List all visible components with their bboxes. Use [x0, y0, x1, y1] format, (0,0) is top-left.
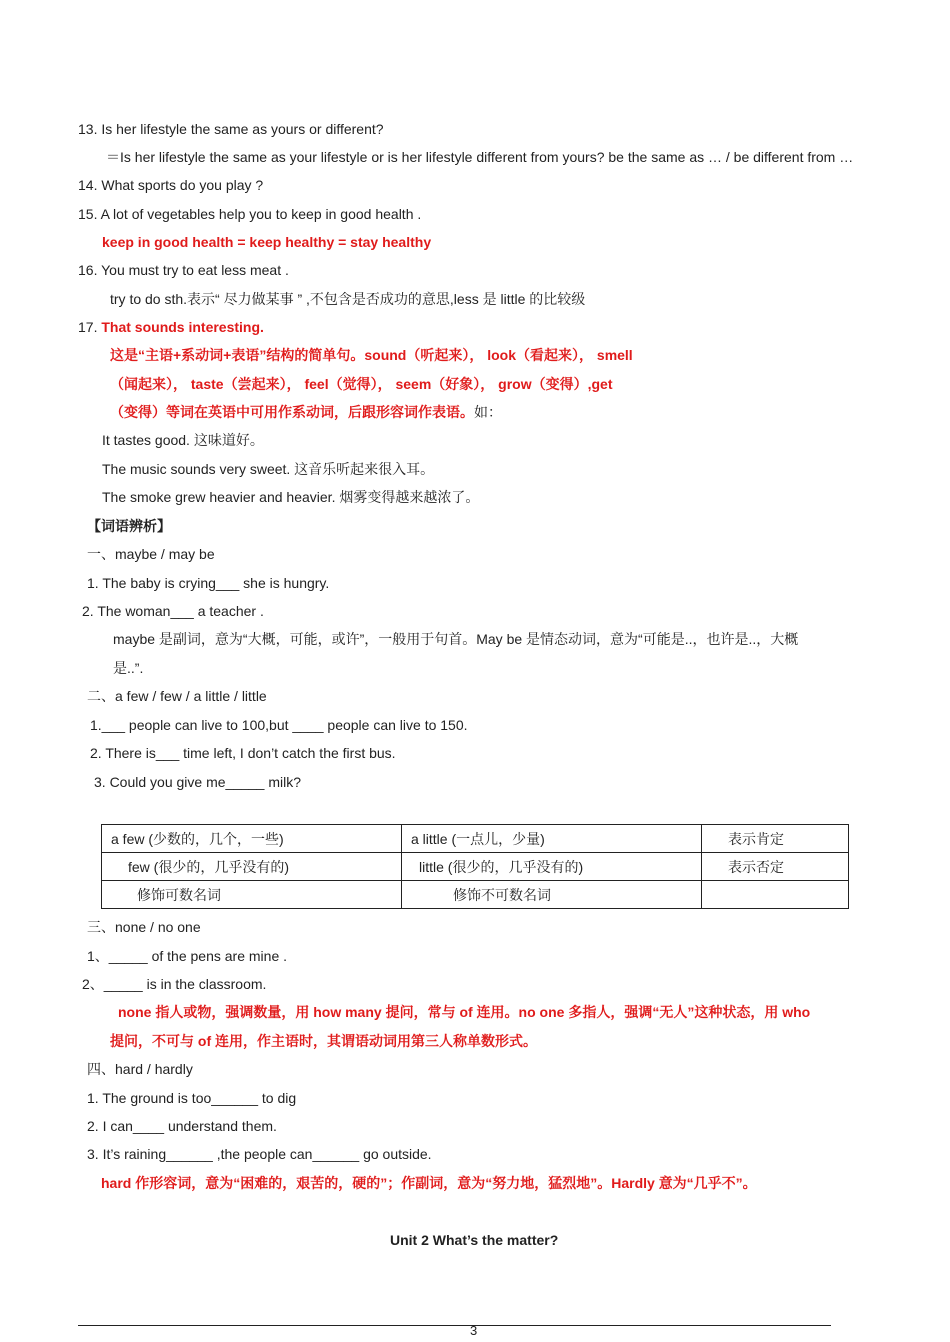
topic-1-heading: 一、maybe / may be — [87, 546, 215, 562]
footer-rule — [78, 1325, 831, 1326]
unit-heading: Unit 2 What’s the matter? — [390, 1232, 559, 1248]
table-cell: 修饰不可数名词 — [402, 881, 702, 909]
comparison-table — [101, 824, 849, 909]
item-17-sentence: That sounds interesting. — [101, 319, 264, 335]
item-15-note: keep in good health = keep healthy = stay healthy — [102, 234, 432, 250]
table-cell: 修饰可数名词 — [102, 881, 402, 909]
item-17-note-line2: （闻起来）， taste（尝起来）， feel（觉得）， seem（好象）， grow（变得）,get — [110, 376, 613, 392]
item-17-note-line3-bold: （变得）等词在英语中可用作系动词，后跟形容词作表语。 — [110, 404, 474, 420]
item-16: 16. You must try to eat less meat . — [78, 262, 289, 278]
item-13-note: ＝Is her lifestyle the same as your lifestyle or is her lifestyle different from yours? be the same as … / be different from … — [106, 149, 854, 165]
table-row — [102, 881, 849, 909]
item-17 — [78, 317, 264, 337]
item-17-note-line3 — [110, 402, 502, 422]
table-cell — [702, 881, 849, 909]
item-15: 15. A lot of vegetables help you to keep in good health . — [78, 206, 422, 222]
page-number: 3 — [470, 1323, 478, 1338]
item-17-number: 17. — [78, 319, 102, 335]
item-16-note: try to do sth.表示“ 尽力做某事 ” ,不包含是否成功的意思,less 是 little 的比较级 — [110, 291, 586, 307]
topic-4-question-1: 1. The ground is too______ to dig — [87, 1090, 297, 1106]
topic-4-note: hard 作形容词，意为“困难的，艰苦的，硬的”；作副词，意为“努力地，猛烈地”。Hardly 意为“几乎不”。 — [101, 1175, 757, 1191]
topic-2-heading: 二、a few / few / a little / little — [87, 688, 267, 704]
topic-3-heading: 三、none / no one — [87, 919, 201, 935]
topic-4-heading: 四、hard / hardly — [87, 1061, 193, 1077]
topic-1-note-line1: maybe 是副词，意为“大概，可能，或许”，一般用于句首。May be 是情态动词，意为“可能是..，也许是..，大概 — [113, 631, 799, 647]
table-row — [102, 853, 849, 881]
topic-1-question-2: 2. The woman___ a teacher . — [82, 603, 264, 619]
topic-4-question-3: 3. It’s raining______ ,the people can______ go outside. — [87, 1146, 432, 1162]
topic-3-question-1: 1、_____ of the pens are mine . — [87, 948, 288, 964]
table-cell: a few (少数的，几个，一些) — [102, 825, 402, 853]
topic-3-note-line2: 提问，不可与 of 连用，作主语时，其谓语动词用第三人称单数形式。 — [110, 1033, 537, 1049]
example-1: It tastes good. 这味道好。 — [102, 432, 264, 448]
item-13: 13. Is her lifestyle the same as yours or different? — [78, 121, 384, 137]
item-17-note-line1: 这是“主语+系动词+表语”结构的简单句。sound（听起来）， look（看起来）， smell — [110, 347, 633, 363]
item-17-note-line3-tail: 如： — [474, 404, 502, 420]
section-heading: 【词语辨析】 — [87, 518, 171, 534]
table-cell: 表示否定 — [702, 853, 849, 881]
topic-2-question-3: 3. Could you give me_____ milk? — [94, 774, 302, 790]
table-cell: few (很少的，几乎没有的) — [102, 853, 402, 881]
topic-2-question-2: 2. There is___ time left, I don’t catch the first bus. — [90, 745, 396, 761]
table-cell: 表示肯定 — [702, 825, 849, 853]
example-3: The smoke grew heavier and heavier. 烟雾变得越来越浓了。 — [102, 489, 480, 505]
topic-1-note-line2: 是..”. — [113, 660, 144, 676]
topic-3-note-line1: none 指人或物，强调数量，用 how many 提问，常与 of 连用。no one 多指人，强调“无人”这种状态，用 who — [118, 1004, 811, 1020]
example-2: The music sounds very sweet. 这音乐听起来很入耳。 — [102, 461, 435, 477]
topic-1-question-1: 1. The baby is crying___ she is hungry. — [87, 575, 330, 591]
topic-2-question-1: 1.___ people can live to 100,but ____ people can live to 150. — [90, 717, 468, 733]
table-cell: a little (一点儿，少量) — [402, 825, 702, 853]
topic-4-question-2: 2. I can____ understand them. — [87, 1118, 277, 1134]
topic-3-question-2: 2、_____ is in the classroom. — [82, 976, 267, 992]
table-cell: little (很少的，几乎没有的) — [402, 853, 702, 881]
item-14: 14. What sports do you play ? — [78, 177, 264, 193]
table-row — [102, 825, 849, 853]
